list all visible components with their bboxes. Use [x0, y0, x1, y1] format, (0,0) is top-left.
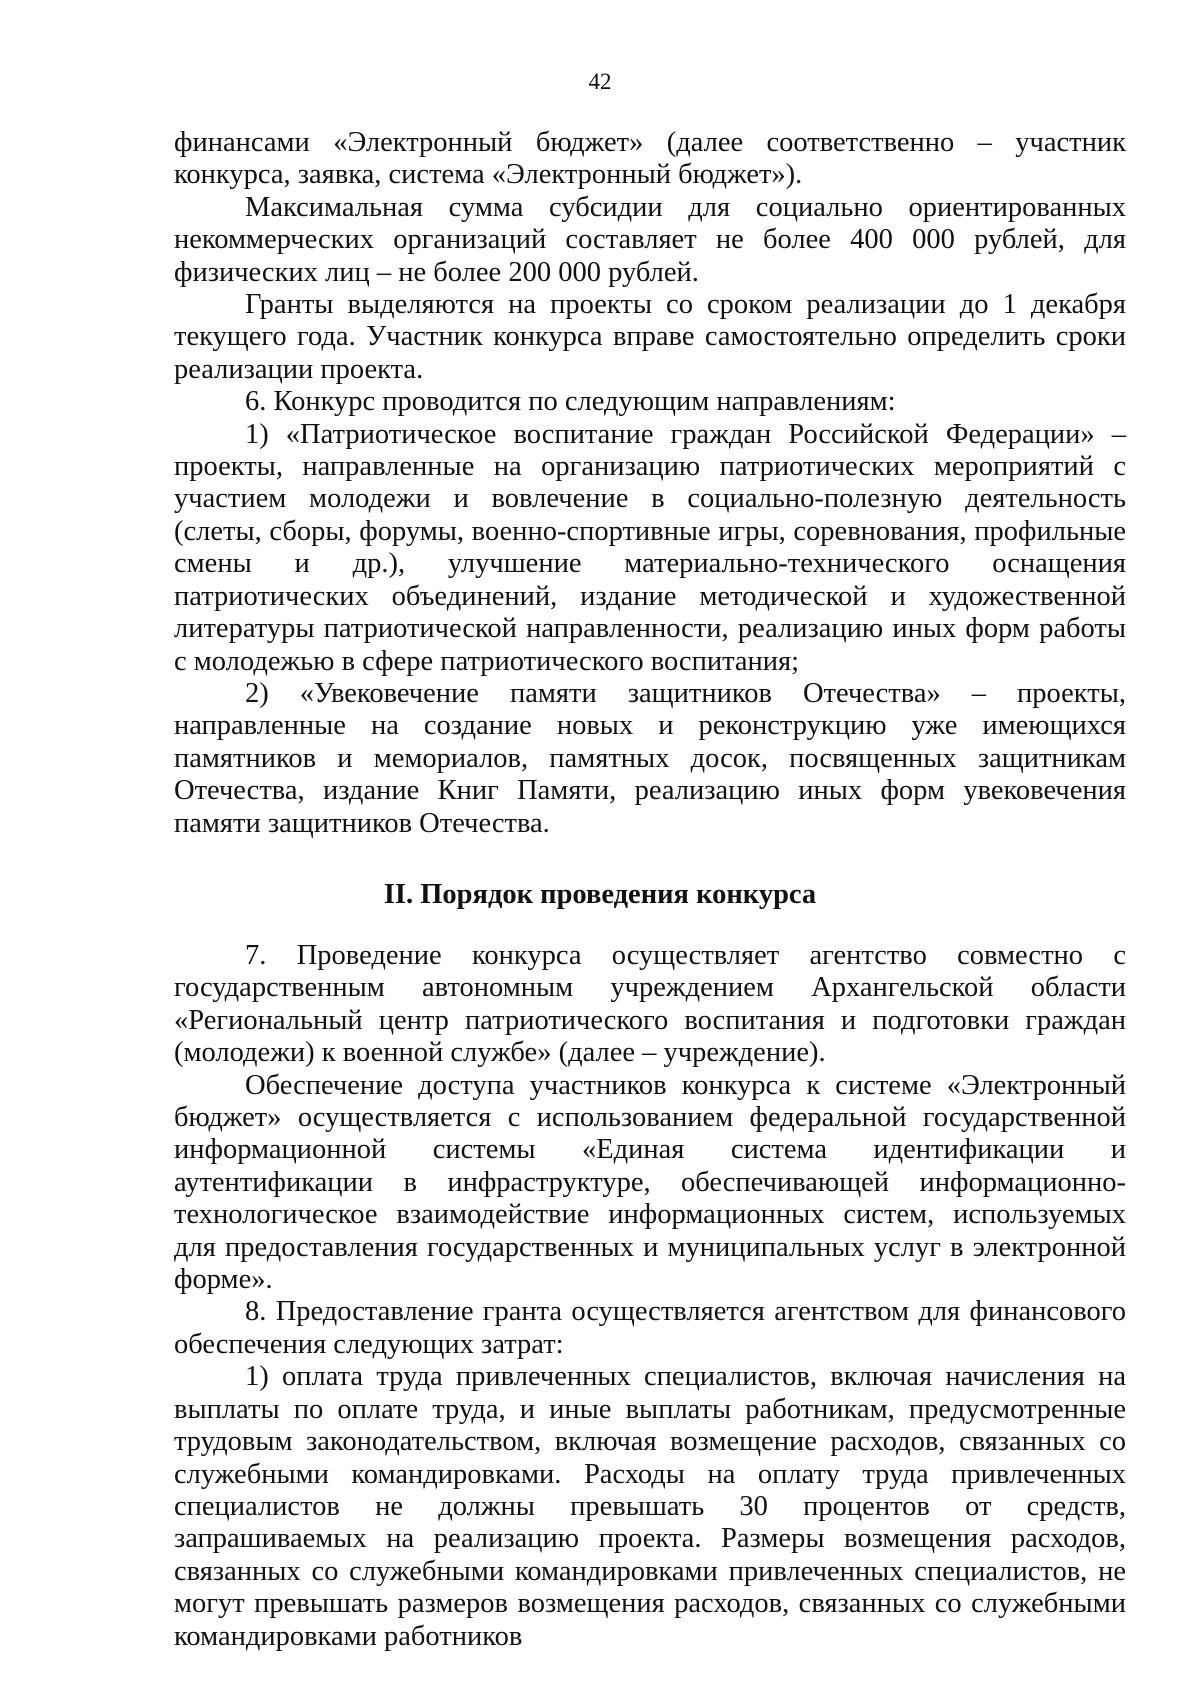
paragraph-continuation: финансами «Электронный бюджет» (далее соответственно – участник конкурса, заявка, система «Электронный бюджет»). — [174, 127, 1126, 191]
page-number: 42 — [588, 69, 612, 94]
paragraph-system-access: Обеспечение доступа участников конкурса к системе «Электронный бюджет» осуществляется с использованием федеральной государственной информационной системы «Единая система идентификации и аутентификации в инфраструктуре, обеспечивающей информационно-технологическое взаимодействие информационных систем, используемых для предоставления государственных и муниципальных услуг в электронной форме». — [174, 1069, 1126, 1296]
paragraph-max-subsidy: Максимальная сумма субсидии для социально ориентированных некоммерческих организаций составляет не более 400 000 рублей, для физических лиц – не более 200 000 рублей. — [174, 191, 1126, 288]
paragraph-cost-1: 1) оплата труда привлеченных специалистов, включая начисления на выплаты по оплате труда, и иные выплаты работникам, предусмотренные трудовым законодательством, включая возмещение расходов, связанных со служебными командировками. Расходы на оплату труда привлеченных специалистов не должны превышать 30 процентов от средств, запрашиваемых на реализацию проекта. Размеры возмещения расходов, связанных со служебными командировками привлеченных специалистов, не могут превышать размеров возмещения расходов, связанных со служебными командировками работников — [174, 1361, 1126, 1652]
body-text-top — [174, 127, 1126, 840]
paragraph-direction-2: 2) «Увековечение памяти защитников Отечества» – проекты, направленные на создание новых и реконструкцию уже имеющихся памятников и мемориалов, памятных досок, посвященных защитникам Отечества, издание Книг Памяти, реализацию иных форм увековечения памяти защитников Отечества. — [174, 677, 1126, 839]
paragraph-direction-1: 1) «Патриотическое воспитание граждан Российской Федерации» – проекты, направленные на организацию патриотических мероприятий с участием молодежи и вовлечение в социально-полезную деятельность (слеты, сборы, форумы, военно-спортивные игры, соревнования, профильные смены и др.), улучшение материально-технического оснащения патриотических объединений, издание методической и художественной литературы патриотической направленности, реализацию иных форм работы с молодежью в сфере патриотического воспитания; — [174, 418, 1126, 677]
paragraph-grant-terms: Гранты выделяются на проекты со сроком реализации до 1 декабря текущего года. Участник конкурса вправе самостоятельно определить сроки реализации проекта. — [174, 289, 1126, 385]
paragraph-item-8: 8. Предоставление гранта осуществляется агентством для финансового обеспечения следующих затрат: — [174, 1296, 1126, 1360]
paragraph-item-6: 6. Конкурс проводится по следующим направлениям: — [245, 386, 896, 418]
paragraph-item-7: 7. Проведение конкурса осуществляет агентство совместно с государственным автономным учреждением Архангельской области «Региональный центр патриотического воспитания и подготовки граждан (молодежи) к военной службе» (далее – учреждение). — [174, 940, 1126, 1069]
body-text-bottom — [174, 940, 1126, 1653]
section-heading: II. Порядок проведения конкурса — [383, 879, 817, 910]
